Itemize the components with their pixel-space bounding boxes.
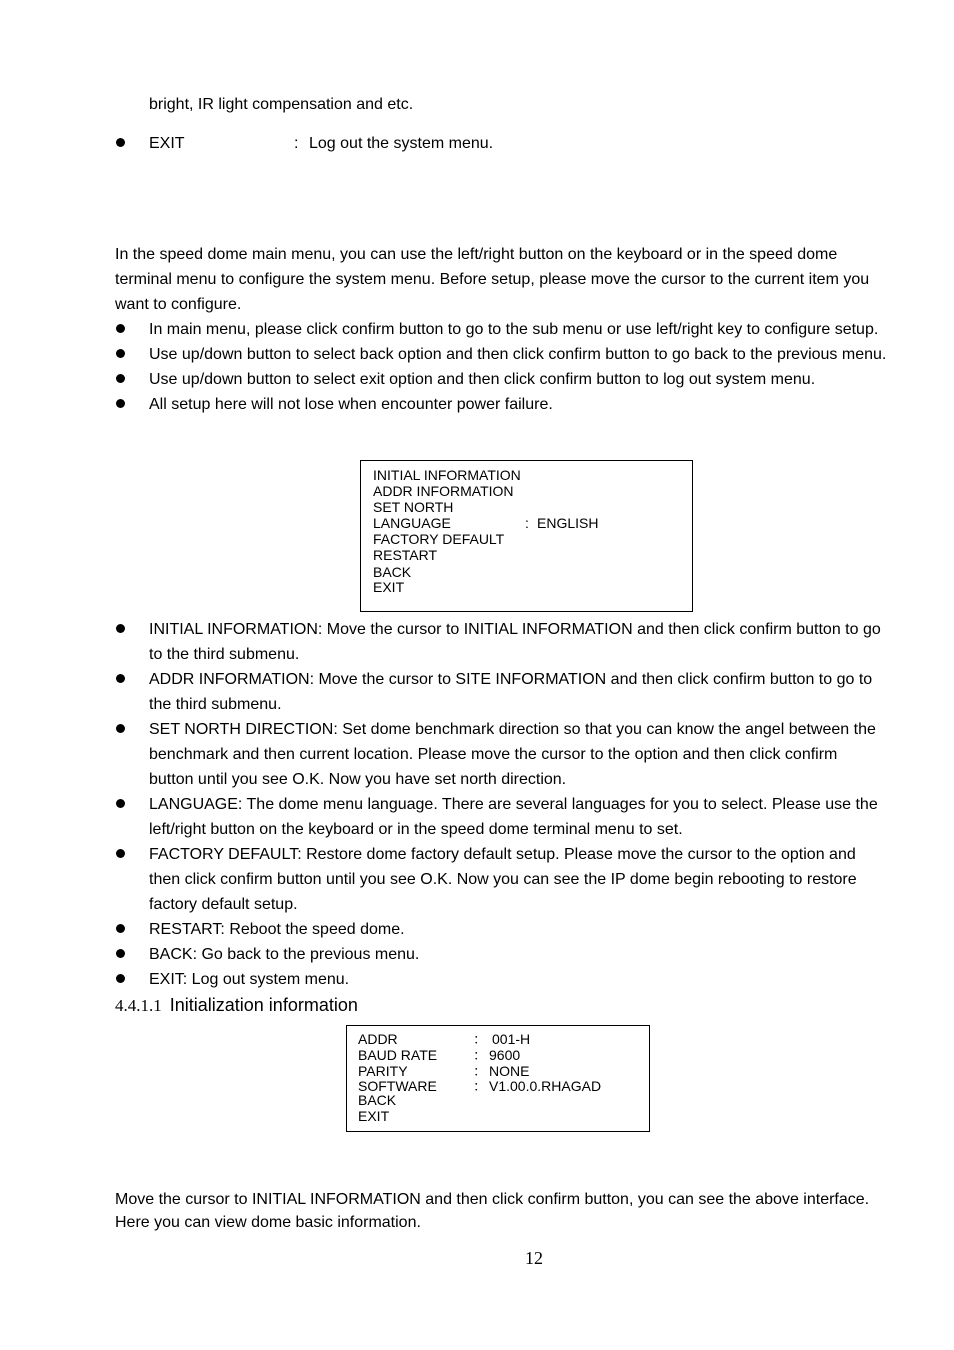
- desc-factory-default-cont: then click confirm button until you see O.K. Now you can see the IP dome begin rebooting to restore: [149, 871, 857, 888]
- menu-item-factory-default: FACTORY DEFAULT: [373, 531, 505, 547]
- bullet-dot: [116, 974, 125, 983]
- intro-bullet: In main menu, please click confirm button to go to the sub menu or use left/right key to configure setup.: [149, 321, 879, 338]
- init-item-parity: PARITY: [358, 1063, 408, 1079]
- desc-set-north-cont: button until you see O.K. Now you have set north direction.: [149, 771, 567, 788]
- init-item-baud-rate: BAUD RATE: [358, 1047, 438, 1063]
- desc-initial-information-cont: to the third submenu.: [149, 646, 300, 663]
- bullet-dot: [116, 849, 125, 858]
- intro-line: want to configure.: [115, 296, 242, 313]
- page-number: 12: [525, 1248, 543, 1268]
- menu-language-separator: :: [525, 515, 529, 531]
- bullet-dot: [116, 349, 125, 358]
- menu-language-value: ENGLISH: [537, 515, 599, 531]
- init-baud-value: 9600: [489, 1047, 521, 1063]
- bullet-dot: [116, 324, 125, 333]
- desc-factory-default-cont: factory default setup.: [149, 896, 298, 913]
- desc-language: LANGUAGE: The dome menu language. There are several languages for you to select. Please use the: [149, 796, 878, 813]
- bullet-dot: [116, 799, 125, 808]
- desc-set-north: SET NORTH DIRECTION: Set dome benchmark direction so that you can know the angel between the: [149, 721, 876, 738]
- exit-label: EXIT: [149, 135, 185, 152]
- init-software-value: V1.00.0.RHAGAD: [489, 1078, 602, 1094]
- desc-set-north-cont: benchmark and then current location. Please move the cursor to the option and then click confirm: [149, 746, 838, 763]
- init-addr-separator: ：: [473, 1031, 487, 1047]
- bullet-dot: [116, 138, 125, 147]
- init-addr-value: 001-H: [492, 1031, 531, 1047]
- bullet-dot: [116, 374, 125, 383]
- init-info-menu-box: [346, 1025, 650, 1132]
- init-parity-separator: ：: [473, 1063, 487, 1079]
- intro-bullet: Use up/down button to select exit option and then click confirm button to log out system menu.: [149, 371, 816, 388]
- init-item-exit: EXIT: [358, 1108, 390, 1124]
- section-heading: [115, 994, 358, 1017]
- init-baud-separator: ：: [473, 1047, 487, 1063]
- bullet-dot: [116, 724, 125, 733]
- init-item-addr: ADDR: [358, 1031, 398, 1047]
- init-item-back: BACK: [358, 1092, 397, 1108]
- closing-line: Move the cursor to INITIAL INFORMATION and then click confirm button, you can see the above interface.: [115, 1191, 870, 1208]
- exit-description: Log out the system menu.: [309, 135, 494, 152]
- bullet-dot: [116, 399, 125, 408]
- bullet-dot: [116, 624, 125, 633]
- section-number: 4.4.1.1: [115, 996, 162, 1015]
- bullet-dot: [116, 949, 125, 958]
- desc-initial-information: INITIAL INFORMATION: Move the cursor to INITIAL INFORMATION and then click confirm button to go: [149, 621, 881, 638]
- section-title: Initialization information: [169, 995, 358, 1015]
- exit-separator: :: [294, 135, 299, 152]
- intro-line: In the speed dome main menu, you can use the left/right button on the keyboard or in the speed dome: [115, 246, 838, 263]
- desc-back: BACK: Go back to the previous menu.: [149, 946, 420, 963]
- menu-item-back: BACK: [373, 564, 412, 580]
- desc-language-cont: left/right button on the keyboard or in the speed dome terminal menu to set.: [149, 821, 683, 838]
- desc-restart: RESTART: Reboot the speed dome.: [149, 921, 405, 938]
- init-item-software: SOFTWARE: [358, 1078, 437, 1094]
- desc-factory-default: FACTORY DEFAULT: Restore dome factory default setup. Please move the cursor to the option and: [149, 846, 856, 863]
- intro-bullet: Use up/down button to select back option and then click confirm button to go back to the previous menu.: [149, 346, 887, 363]
- menu-item-exit: EXIT: [373, 579, 405, 595]
- menu-item-restart: RESTART: [373, 547, 438, 563]
- menu-item-initial-information: INITIAL INFORMATION: [373, 467, 521, 483]
- menu-item-addr-information: ADDR INFORMATION: [373, 483, 514, 499]
- desc-addr-information-cont: the third submenu.: [149, 696, 282, 713]
- desc-addr-information: ADDR INFORMATION: Move the cursor to SITE INFORMATION and then click confirm button to go to: [149, 671, 873, 688]
- closing-line: Here you can view dome basic information.: [115, 1214, 421, 1231]
- init-software-separator: ：: [473, 1078, 487, 1094]
- system-menu-box: [360, 460, 693, 612]
- continuation-text: bright, IR light compensation and etc.: [149, 96, 414, 113]
- intro-line: terminal menu to configure the system menu. Before setup, please move the cursor to the current item you: [115, 271, 870, 288]
- desc-exit: EXIT: Log out system menu.: [149, 971, 350, 988]
- bullet-dot: [116, 674, 125, 683]
- intro-bullet: All setup here will not lose when encounter power failure.: [149, 396, 553, 413]
- bullet-dot: [116, 924, 125, 933]
- menu-item-set-north: SET NORTH: [373, 499, 454, 515]
- init-parity-value: NONE: [489, 1063, 530, 1079]
- menu-item-language: LANGUAGE: [373, 515, 451, 531]
